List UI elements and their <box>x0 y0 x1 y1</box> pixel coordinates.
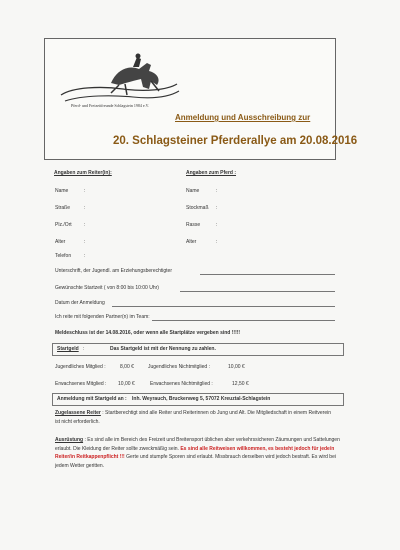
rider-name-sep: : <box>84 188 86 194</box>
title-line-1: Anmeldung und Ausschreibung zur <box>175 113 311 122</box>
horse-size-label: Stockmaß <box>186 205 209 211</box>
logo-caption: Pferd- und Freizeitfreunde Schlagstein 1984 e.V. <box>71 103 150 108</box>
rider-phone-label: Telefon <box>55 253 72 259</box>
rider-street-sep: : <box>84 205 86 211</box>
equipment-paragraph <box>55 436 343 470</box>
horse-age-sep: : <box>216 239 218 245</box>
deadline-text: Meldeschluss ist der 14.08.2016, oder wenn alle Startplätze vergeben sind !!!!! <box>55 330 241 336</box>
rider-street-label: Straße <box>55 205 71 211</box>
fee-adult-nonmember-amount: 12,50 € <box>232 381 249 387</box>
date-line[interactable] <box>112 306 335 307</box>
signature-label: Unterschrift, der Jugendl. am Erziehungsberechtigter <box>55 268 173 274</box>
fee-adult-nonmember-label: Erwachsenes Nichtmitglied : <box>150 381 213 387</box>
registration-address: Inh. Weyrauch, Bruckenweg 5, 57072 Kreuztal-Schlagstein <box>132 396 271 402</box>
start-fee-text: Das Startgeld ist mit der Nennung zu zahlen. <box>110 346 216 352</box>
team-line[interactable] <box>152 320 335 321</box>
horse-age-label: Alter <box>186 239 197 245</box>
fee-youth-nonmember-label: Jugendliches Nichtmitglied : <box>148 364 210 370</box>
rider-plz-label: Plz./Ort <box>55 222 72 228</box>
registration-label: Anmeldung mit Startgeld an : <box>57 396 127 402</box>
rider-age-sep: : <box>84 239 86 245</box>
title-line-2: 20. Schlagsteiner Pferderallye am 20.08.2016 <box>113 135 358 147</box>
start-time-label: Gewünschte Startzeit ( von 8:00 bis 10:00 Uhr) <box>55 285 159 291</box>
rider-name-label: Name <box>55 188 69 194</box>
rider-age-label: Alter <box>55 239 66 245</box>
equipment-text-1: : Es sind alle im Bereich des Freizeit und Breitensport üblichen aber verkehrssicheren Zäumungen und Sattelungen erlaubt. Die Kleidung der Reiter sollte zweckmäßig sein. <box>55 437 340 452</box>
equipment-label: Ausrüstung <box>55 437 84 443</box>
equipment-text-red: Es sind alle Reitweisen willkommen, es besteht jedoch für jede/n Reiter/in Reitkappenpflicht !!! <box>55 445 335 460</box>
fee-adult-member-amount: 10,00 € <box>118 381 135 387</box>
horse-size-sep: : <box>216 205 218 211</box>
horse-breed-label: Rasse <box>186 222 201 228</box>
eligible-riders-text: : Startberechtigt sind alle Reiter und Reiterinnen ob Jung und Alt. Die Mitgliedschaft in einem Reitverein ist nicht erforderlich. <box>55 410 331 425</box>
signature-line[interactable] <box>200 274 335 275</box>
fee-youth-member-label: Jugendliches Mitglied : <box>55 364 106 370</box>
start-fee-sep: : <box>83 346 85 352</box>
eligible-riders-paragraph <box>55 409 337 426</box>
horse-heading: Angaben zum Pferd : <box>186 170 237 176</box>
horse-name-label: Name <box>186 188 200 194</box>
horse-breed-sep: : <box>216 222 218 228</box>
date-label: Datum der Anmeldung <box>55 300 105 306</box>
rider-phone-sep: : <box>84 253 86 259</box>
eligible-riders-label: Zugelassene Reiter <box>55 410 101 416</box>
fee-adult-member-label: Erwachsenes Mitglied : <box>55 381 107 387</box>
horse-rider-logo <box>53 51 183 111</box>
fee-youth-nonmember-amount: 10,00 € <box>228 364 245 370</box>
rider-plz-sep: : <box>84 222 86 228</box>
start-time-line[interactable] <box>180 291 335 292</box>
fee-youth-member-amount: 8,00 € <box>120 364 134 370</box>
team-label: Ich reite mit folgenden Partner(n) im Team: <box>55 314 150 320</box>
equipment-text-2: Gerte und stumpfe Sporen sind erlaubt. Missbrauch derselben wird jedoch bestraft. Es wird bei jedem Wetter geritten. <box>55 454 336 469</box>
horse-name-sep: : <box>216 188 218 194</box>
header-box <box>44 38 358 160</box>
rider-heading: Angaben zum Reiter(in): <box>54 170 112 176</box>
start-fee-label: Startgeld <box>57 346 79 352</box>
